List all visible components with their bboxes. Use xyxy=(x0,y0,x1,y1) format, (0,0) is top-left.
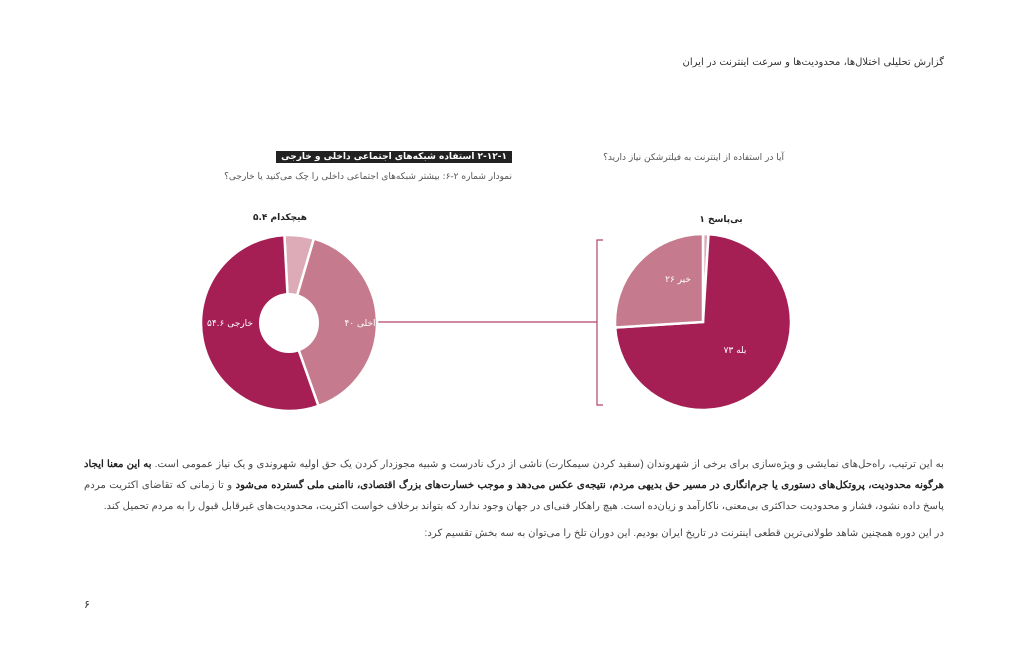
slice-label-0: بی‌پاسخ ۱ xyxy=(699,215,743,225)
body-text-block xyxy=(84,454,944,544)
body-paragraph-2: در این دوره همچنین شاهد طولانی‌ترین قطعی اینترنت در تاریخ ایران بودیم. این دوران تلخ را می‌توان به سه بخش تقسیم کرد: xyxy=(424,528,944,539)
pie-chart-vpn-need xyxy=(615,215,791,410)
page-number: ۶ xyxy=(84,598,90,611)
p1-text-a: به این ترتیب، راه‌حل‌های نمایشی و ویژه‌سازی برای برخی از شهروندان (سفید کردن سیمکارت) ناشی از درک نادرست و شبیه مجوزدار کردن یک حق اولیه شهروندی و یک نیاز عمومی است. xyxy=(151,459,944,470)
figure-caption: نمودار شماره ۲-۶: بیشتر شبکه‌های اجتماعی داخلی را چک می‌کنید یا خارجی؟ xyxy=(224,172,512,182)
body-paragraph-1 xyxy=(84,454,944,517)
section-title: ۲-۱۲-۱ استفاده شبکه‌های اجتماعی داخلی و خارجی xyxy=(276,151,512,163)
donut-hole xyxy=(259,293,319,353)
p1-text-c: و تا زمانی که تقاضای اکثریت مردم پاسخ داده نشود، فشار و محدودیت حداکثری بی‌معنی، ناکارآمد و زیان‌ده است. هیچ راهکار فنی‌ای در جهان وجود ندارد که بتواند برخلاف خواست اکثریت، محدودیت‌های غیرقابل قبول را به مردم تحمیل کند. xyxy=(84,480,944,512)
slice-label-0: هیچکدام ۵.۴ xyxy=(252,213,308,223)
p1-text-bold: به این معنا ایجاد هرگونه محدودیت، پروتکل‌های دستوری یا جرم‌انگاری در مسیر حق بدیهی مردم، نتیجه‌ی عکس می‌دهد و موجب خسارت‌های بزرگ اقتصادی، ناامنی ملی گسترده می‌شود xyxy=(84,459,945,491)
right-chart-question: آیا در استفاده از اینترنت به فیلترشکن نیاز دارید؟ xyxy=(603,153,784,163)
running-header: گزارش تحلیلی اختلال‌ها، محدودیت‌ها و سرعت اینترنت در ایران xyxy=(682,57,944,68)
slice-label-2: خارجی ۵۴.۶ xyxy=(207,319,253,329)
slice-label-1: بله ۷۳ xyxy=(723,346,747,356)
slice-label-2: خیر ۲۶ xyxy=(665,275,691,285)
bracket xyxy=(597,240,603,405)
donut-chart-social-networks xyxy=(201,213,380,411)
slice-label-1: داخلی ۴۰ xyxy=(344,319,380,329)
